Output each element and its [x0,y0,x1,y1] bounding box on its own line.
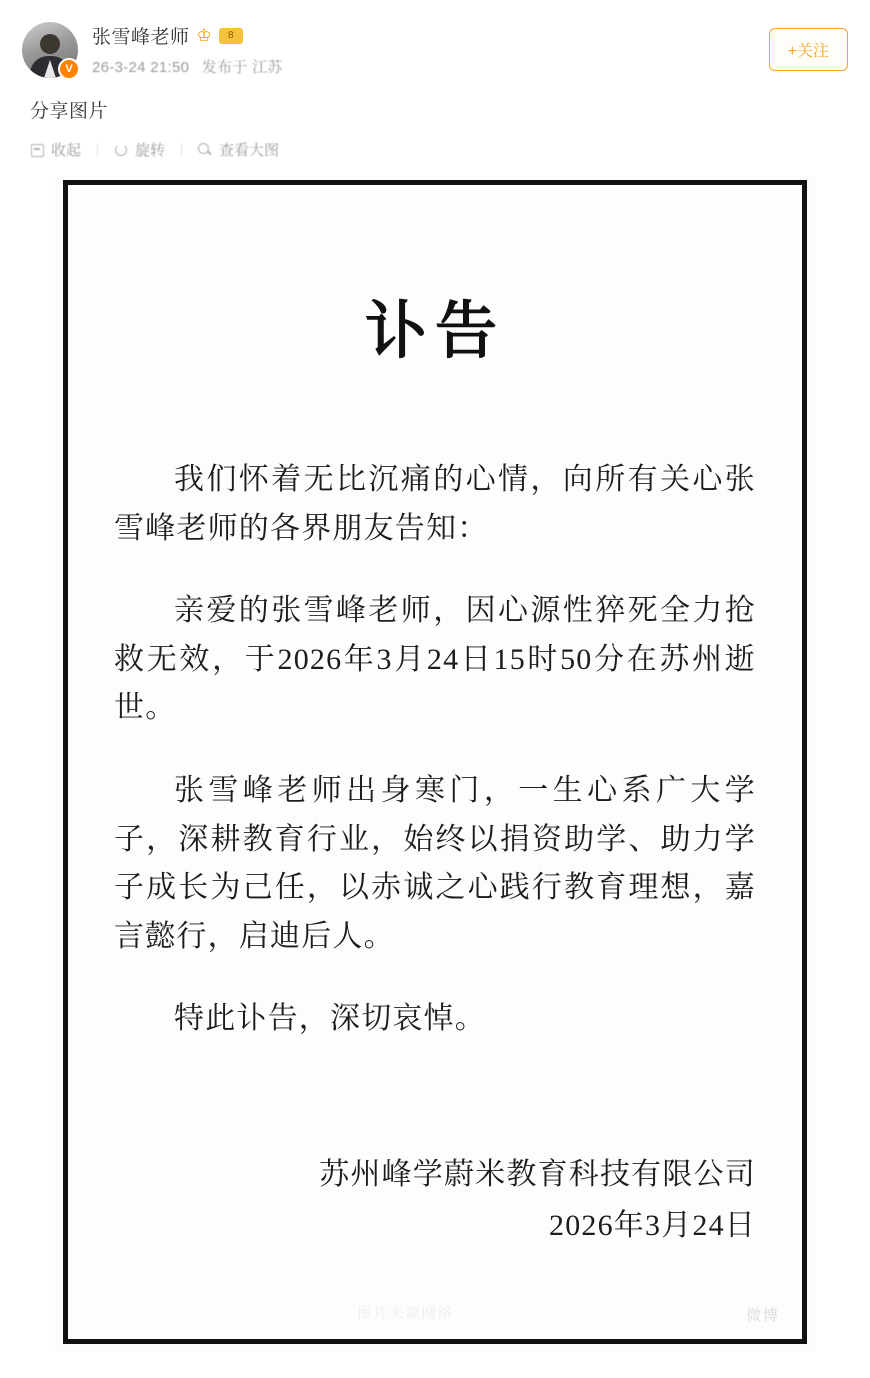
collapse-icon [30,142,45,157]
rotate-icon [114,142,129,157]
obituary-paragraph: 张雪峰老师出身寒门，一生心系广大学子，深耕教育行业，始终以捐资助学、助力学子成长为己任，以赤诚之心践行教育理想，嘉言懿行，启迪后人。 [114,773,756,953]
obituary-paragraph: 我们怀着无比沉痛的心情，向所有关心张雪峰老师的各界朋友告知： [114,463,756,545]
obituary-frame [63,180,807,1344]
watermark: 微博 [745,1308,780,1324]
obituary-signature [319,1149,756,1251]
author-name[interactable]: 张雪峰老师 [92,27,190,48]
author-info [92,18,769,77]
crown-icon: ♔ [196,26,212,45]
image-action-bar [22,139,848,160]
collapse-action[interactable] [30,139,97,160]
verified-badge-icon: V [58,58,80,80]
view-large-action[interactable] [182,139,295,160]
obituary-paragraph: 特此讣告，深切哀悼。 [174,1002,486,1036]
post-content-text: 分享图片 [30,101,109,122]
zoom-icon [198,142,213,157]
post-location[interactable]: 江苏 [252,59,283,76]
rotate-action[interactable] [98,139,181,160]
obituary-title: 讣告 [364,297,505,366]
collapse-label: 收起 [51,142,82,159]
avatar-head [40,34,60,54]
signature-organization: 苏州峰学蔚米教育科技有限公司 [319,1158,756,1191]
rotate-label: 旋转 [135,142,166,159]
author-name-row [92,22,769,49]
post-timestamp: 26-3-24 21:50 [92,59,190,76]
obituary-body [114,456,756,1044]
obituary-image[interactable] [55,176,815,1352]
post-meta [92,56,769,77]
view-large-label: 查看大图 [219,142,280,159]
post-header [22,18,848,78]
post-source-label: 发布于 [201,59,248,76]
obituary-paragraph: 亲爱的张雪峰老师，因心源性猝死全力抢救无效，于2026年3月24日15时50分在苏州逝世。 [114,594,756,725]
watermark-center: 图片来源网络 [357,1307,454,1322]
signature-date: 2026年3月24日 [549,1209,756,1242]
follow-button[interactable]: +关注 [769,28,848,71]
avatar[interactable] [22,22,78,78]
member-level-badge: 8 [219,28,243,44]
